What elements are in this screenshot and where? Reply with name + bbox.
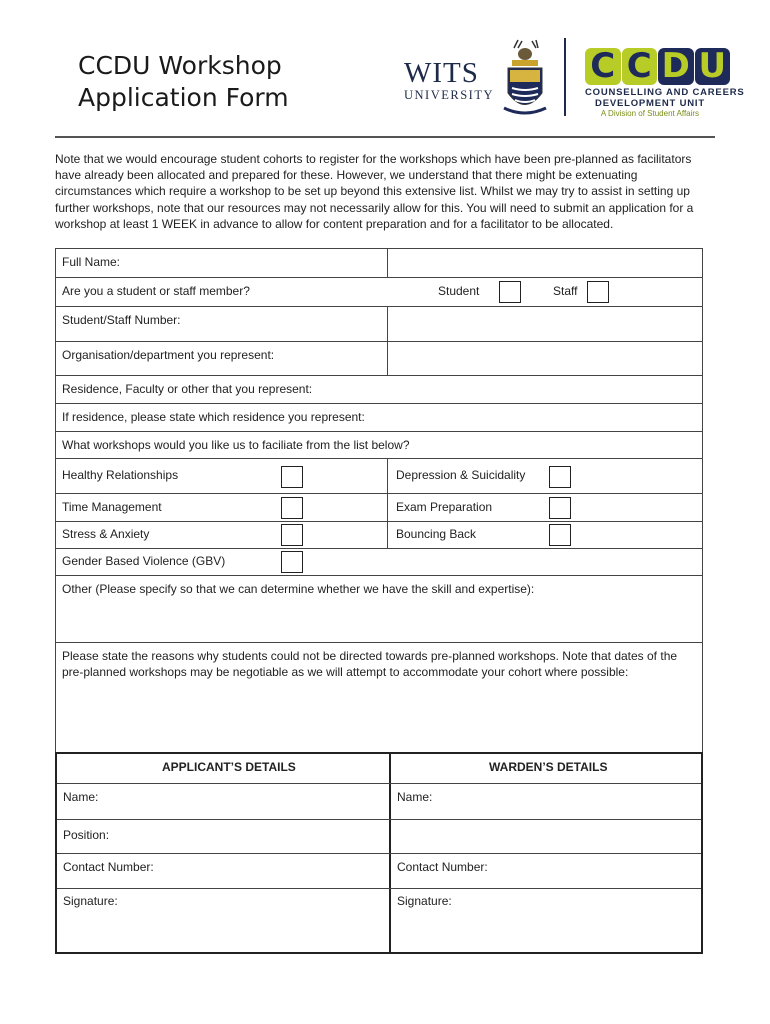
details-divider bbox=[389, 784, 391, 819]
member-type-label: Are you a student or staff member? bbox=[62, 284, 250, 298]
organisation-label: Organisation/department you represent: bbox=[62, 348, 275, 362]
number-row bbox=[56, 307, 702, 342]
organisation-row bbox=[56, 342, 702, 376]
workshops-question-label: What workshops would you like us to faciliate from the list below? bbox=[62, 438, 410, 452]
intro-text: Note that we would encourage student cohorts to register for the workshops which have been pre-planned as facilitators have already been allocated and prepared for these. However, we understand that there might be extenuating circumstances which require a workshop to be set up beyond this extensive list. Whilst we may try to assist in setting up further workshops, note that our resources may not necessarily allow for this. You will need to submit an application for a workshop at least 1 WEEK in advance to allow for content preparation and for a facilitator to be allocated. bbox=[55, 152, 694, 231]
position-label[interactable]: Position: bbox=[63, 828, 110, 842]
workshop-row-3 bbox=[56, 522, 702, 549]
details-contact-row bbox=[57, 854, 701, 889]
cell-divider bbox=[387, 494, 388, 521]
cell-divider bbox=[387, 522, 388, 548]
wits-logo bbox=[404, 58, 496, 103]
number-label: Student/Staff Number: bbox=[62, 313, 181, 327]
workshop-row-1 bbox=[56, 459, 702, 494]
time-management-checkbox[interactable] bbox=[281, 497, 303, 519]
time-management-label: Time Management bbox=[62, 500, 162, 514]
gbv-label: Gender Based Violence (GBV) bbox=[62, 554, 226, 568]
organisation-field[interactable] bbox=[388, 342, 702, 375]
application-form bbox=[55, 248, 703, 753]
depression-suicidality-checkbox[interactable] bbox=[549, 466, 571, 488]
warden-details-heading: WARDEN’S DETAILS bbox=[489, 760, 608, 774]
full-name-row bbox=[56, 249, 702, 278]
gbv-checkbox[interactable] bbox=[281, 551, 303, 573]
bouncing-back-checkbox[interactable] bbox=[549, 524, 571, 546]
applicant-name-label[interactable]: Name: bbox=[63, 790, 99, 804]
title-line-2: Application Form bbox=[78, 83, 289, 112]
exam-preparation-checkbox[interactable] bbox=[549, 497, 571, 519]
other-row[interactable] bbox=[56, 576, 702, 643]
applicant-signature-label[interactable]: Signature: bbox=[63, 894, 118, 908]
title-line-1: CCDU Workshop bbox=[78, 51, 282, 80]
residence-faculty-row[interactable] bbox=[56, 376, 702, 404]
staff-checkbox[interactable] bbox=[587, 281, 609, 303]
details-divider bbox=[389, 820, 391, 853]
warden-signature-label[interactable]: Signature: bbox=[397, 894, 452, 908]
residence-faculty-label: Residence, Faculty or other that you represent: bbox=[62, 382, 313, 396]
ccdu-letter-1: C bbox=[585, 48, 621, 85]
warden-contact-label[interactable]: Contact Number: bbox=[397, 860, 488, 874]
page-title bbox=[78, 50, 289, 114]
number-field[interactable] bbox=[388, 307, 702, 341]
header-divider bbox=[55, 136, 715, 138]
details-divider bbox=[389, 754, 391, 783]
depression-suicidality-label: Depression & Suicidality bbox=[396, 468, 526, 482]
details-signature-row bbox=[57, 889, 701, 952]
which-residence-label: If residence, please state which residence you represent: bbox=[62, 410, 365, 424]
reasons-label: Please state the reasons why students could not be directed towards pre-planned workshops. Note that dates of the pre-planned workshops may be negotiable as we will attempt to accommodate your cohort where possible: bbox=[62, 649, 678, 680]
details-divider bbox=[389, 889, 391, 952]
ccdu-letter-4: U bbox=[695, 48, 731, 85]
ccdu-logo-line-3: A Division of Student Affairs bbox=[600, 109, 700, 118]
reasons-row[interactable] bbox=[56, 643, 702, 752]
ccdu-letter-3: D bbox=[658, 48, 694, 85]
ccdu-logo bbox=[585, 46, 745, 118]
which-residence-row[interactable] bbox=[56, 404, 702, 432]
details-divider bbox=[389, 854, 391, 888]
student-checkbox[interactable] bbox=[499, 281, 521, 303]
staff-option-label: Staff bbox=[553, 284, 578, 298]
healthy-relationships-label: Healthy Relationships bbox=[62, 468, 179, 482]
full-name-label: Full Name: bbox=[62, 255, 121, 269]
student-option-label: Student bbox=[438, 284, 480, 298]
other-label: Other (Please specify so that we can determine whether we have the skill and expertise): bbox=[62, 582, 535, 596]
details-table bbox=[55, 752, 703, 954]
details-position-row bbox=[57, 820, 701, 854]
member-type-row bbox=[56, 278, 702, 307]
cell-divider bbox=[387, 459, 388, 493]
bouncing-back-label: Bouncing Back bbox=[396, 527, 477, 541]
stress-anxiety-label: Stress & Anxiety bbox=[62, 527, 150, 541]
healthy-relationships-checkbox[interactable] bbox=[281, 466, 303, 488]
details-header-row bbox=[57, 754, 701, 784]
workshop-row-2 bbox=[56, 494, 702, 522]
details-name-row bbox=[57, 784, 701, 820]
logo-divider bbox=[564, 38, 566, 116]
exam-preparation-label: Exam Preparation bbox=[396, 500, 493, 514]
ccdu-logo-line-2: DEVELOPMENT UNIT bbox=[595, 98, 705, 109]
wits-logo-name: WITS bbox=[404, 57, 479, 89]
workshop-row-4 bbox=[56, 549, 702, 576]
warden-name-label[interactable]: Name: bbox=[397, 790, 433, 804]
applicant-contact-label[interactable]: Contact Number: bbox=[63, 860, 154, 874]
full-name-field[interactable] bbox=[388, 249, 702, 277]
applicant-details-heading: APPLICANT’S DETAILS bbox=[162, 760, 296, 774]
wits-logo-sub: UNIVERSITY bbox=[404, 88, 494, 102]
ccdu-letter-2: C bbox=[622, 48, 658, 85]
wits-crest-icon bbox=[500, 38, 550, 118]
workshops-question-row bbox=[56, 432, 702, 459]
stress-anxiety-checkbox[interactable] bbox=[281, 524, 303, 546]
ccdu-logo-line-1: COUNSELLING AND CAREERS bbox=[585, 87, 745, 98]
